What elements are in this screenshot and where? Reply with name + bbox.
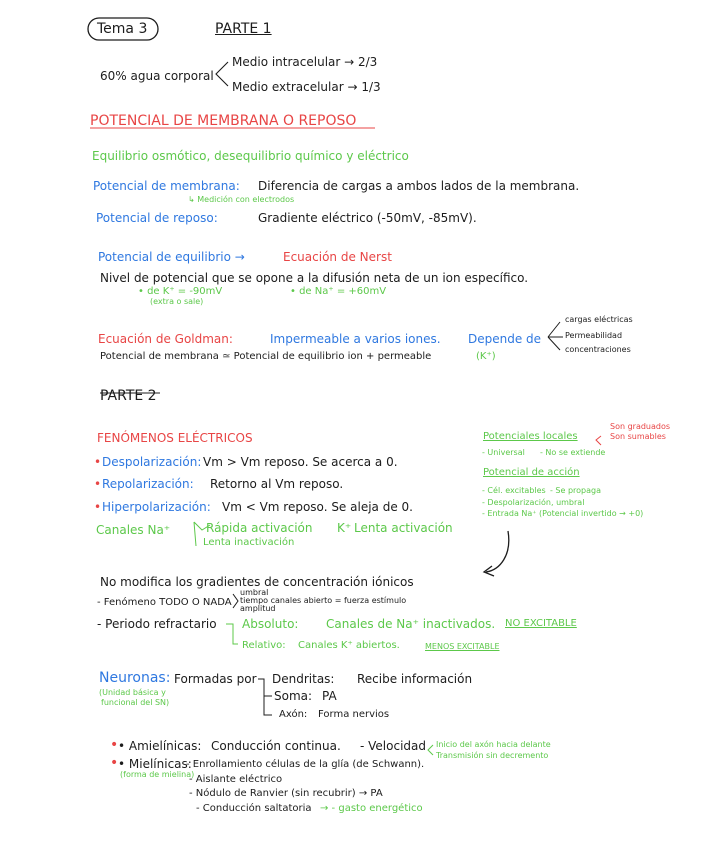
canales-na: Canales Na⁺: [96, 523, 171, 537]
neuronas-soma: Soma:: [274, 689, 313, 703]
mielinicas-item-2: - Aislante eléctrico: [189, 774, 283, 785]
neuronas-sub2: funcional del SN): [101, 698, 170, 707]
neuronas-soma-def: PA: [322, 689, 337, 703]
goldman-opt-2: Permeabilidad: [565, 331, 623, 340]
pe-na: • de Na⁺ = +60mV: [290, 286, 387, 297]
agua-intra: Medio intracelular → 2/3: [232, 55, 378, 69]
pe-term: Potencial de equilibrio →: [98, 250, 245, 264]
pr-def: Gradiente eléctrico (-50mV, -85mV).: [258, 211, 477, 225]
refractario-abs-def: Canales de Na⁺ inactivados.: [326, 617, 496, 631]
todo-nada-tiempo: tiempo canales abierto = fuerza estímulo: [240, 596, 407, 605]
mielinicas-label: • Mielínicas:: [118, 757, 192, 771]
agua-label: 60% agua corporal: [100, 69, 214, 83]
pe-ecuacion: Ecuación de Nerst: [283, 250, 392, 264]
parte2-title: PARTE 2: [100, 388, 157, 404]
amielinicas-velocidad: - Velocidad: [360, 739, 426, 753]
neuronas-dendritas: Dendritas:: [272, 672, 335, 686]
refractario-abs-term: Absoluto:: [242, 617, 299, 631]
equilibrio-line: Equilibrio osmótico, desequilibrio químico y eléctrico: [92, 149, 409, 163]
fenomeno-term-3: Hiperpolarización:: [102, 500, 211, 514]
refractario-rel-def: Canales K⁺ abiertos.: [298, 640, 400, 651]
refractario-rel-term: Relativo:: [242, 640, 286, 651]
agua-extra: Medio extracelular → 1/3: [232, 80, 381, 94]
goldman-def: Potencial de membrana ≃ Potencial de equilibrio ion + permeable: [100, 351, 432, 362]
canales-rapida: Rápida activación: [206, 521, 313, 535]
amielinicas-def: Conducción continua.: [211, 739, 341, 753]
accion-item-2: - Se propaga: [550, 486, 602, 495]
accion-item-4: - Entrada Na⁺ (Potencial invertido → +0): [482, 509, 644, 518]
mielinicas-bullet: •: [110, 755, 119, 771]
locales-graduados: Son graduados: [610, 422, 671, 431]
mielinicas-item-4: - Conducción saltatoria: [196, 803, 312, 814]
goldman-k: (K⁺): [476, 351, 496, 362]
agua-brace: [216, 62, 228, 86]
pe-k: • de K⁺ = -90mV: [138, 286, 223, 297]
neuronas-sub1: (Unidad básica y: [99, 688, 166, 697]
pr-term: Potencial de reposo:: [96, 211, 218, 225]
neuronas-title: Neuronas:: [99, 670, 171, 686]
bullet-3: •: [94, 500, 102, 514]
amielinicas-bullet: •: [110, 737, 119, 753]
locales-sumables: Son sumables: [610, 432, 666, 441]
neuronas-axon-def: Forma nervios: [318, 709, 390, 720]
pm-term: Potencial de membrana:: [93, 179, 240, 193]
refractario-brace: [226, 624, 238, 644]
fenomenos-title: FENÓMENOS ELÉCTRICOS: [97, 431, 253, 445]
locales-arrow: [486, 531, 509, 572]
velocidad-brace: [428, 745, 433, 755]
pm-note: ↳ Medición con electrodos: [188, 195, 295, 204]
amielinicas-label: • Amielínicas:: [118, 739, 202, 753]
neuronas-formadas: Formadas por: [174, 672, 257, 686]
goldman-depende: Depende de: [468, 332, 542, 346]
todo-nada-umbral: umbral: [240, 588, 269, 597]
locales-brace: [596, 436, 601, 445]
potencial-title: POTENCIAL DE MEMBRANA O REPOSO: [90, 113, 357, 129]
todo-nada-amplitud: amplitud: [240, 604, 276, 613]
fenomeno-def-2: Retorno al Vm reposo.: [210, 477, 344, 491]
goldman-opt-3: concentraciones: [565, 345, 631, 354]
refractario-abs-tag: NO EXCITABLE: [505, 618, 577, 629]
goldman-impermeable: Impermeable a varios iones.: [270, 332, 441, 346]
canales-lenta-act: Lenta activación: [354, 521, 453, 535]
fenomeno-def-3: Vm < Vm reposo. Se aleja de 0.: [222, 500, 413, 514]
neuronas-dendritas-def: Recibe información: [357, 672, 473, 686]
todo-nada-label: - Fenómeno TODO O NADA: [97, 597, 232, 608]
fenomeno-term-1: Despolarización:: [102, 455, 202, 469]
amielinicas-v2: Transmisión sin decremento: [436, 751, 549, 760]
mielinicas-item-3: - Nódulo de Ranvier (sin recubrir) → PA: [189, 788, 383, 799]
accion-item-1: - Cél. excitables: [482, 486, 546, 495]
pe-def: Nivel de potencial que se opone a la difusión neta de un ion específico.: [100, 271, 529, 285]
neuronas-axon: Axón:: [279, 709, 308, 720]
bullet-2: •: [94, 477, 102, 491]
amielinicas-v1: Inicio del axón hacia delante: [436, 740, 551, 749]
depende-brace: [548, 322, 563, 350]
locales-no-extiende: - No se extiende: [540, 448, 606, 457]
mielinicas-gasto: → - gasto energético: [320, 803, 423, 814]
bullet-1: •: [94, 455, 102, 469]
no-modifica: No modifica los gradientes de concentración iónicos: [100, 575, 414, 589]
todo-nada-brace: [233, 594, 238, 608]
parte1-title: PARTE 1: [215, 21, 272, 37]
mielinicas-sub: (forma de mielina): [120, 770, 195, 779]
pe-k-note: (extra o sale): [150, 297, 204, 306]
goldman-title: Ecuación de Goldman:: [98, 332, 233, 346]
locales-universal: - Universal: [482, 448, 525, 457]
accion-title: Potencial de acción: [483, 467, 580, 478]
tema-label: Tema 3: [97, 21, 148, 37]
canales-k: K⁺: [337, 521, 352, 535]
locales-title: Potenciales locales: [483, 431, 578, 442]
accion-item-3: - Despolarización, umbral: [482, 498, 585, 507]
pm-def: Diferencia de cargas a ambos lados de la membrana.: [258, 179, 580, 193]
refractario-label: - Periodo refractario: [97, 617, 217, 631]
fenomeno-term-2: Repolarización:: [102, 477, 194, 491]
neuronas-brace: [258, 679, 272, 715]
fenomeno-def-1: Vm > Vm reposo. Se acerca a 0.: [203, 455, 398, 469]
mielinicas-item-1: - Enrollamiento células de la glía (de Schwann).: [186, 759, 425, 770]
canales-lenta-inact: Lenta inactivación: [203, 537, 295, 548]
refractario-rel-tag: MENOS EXCITABLE: [425, 642, 500, 651]
goldman-opt-1: cargas eléctricas: [565, 315, 633, 324]
